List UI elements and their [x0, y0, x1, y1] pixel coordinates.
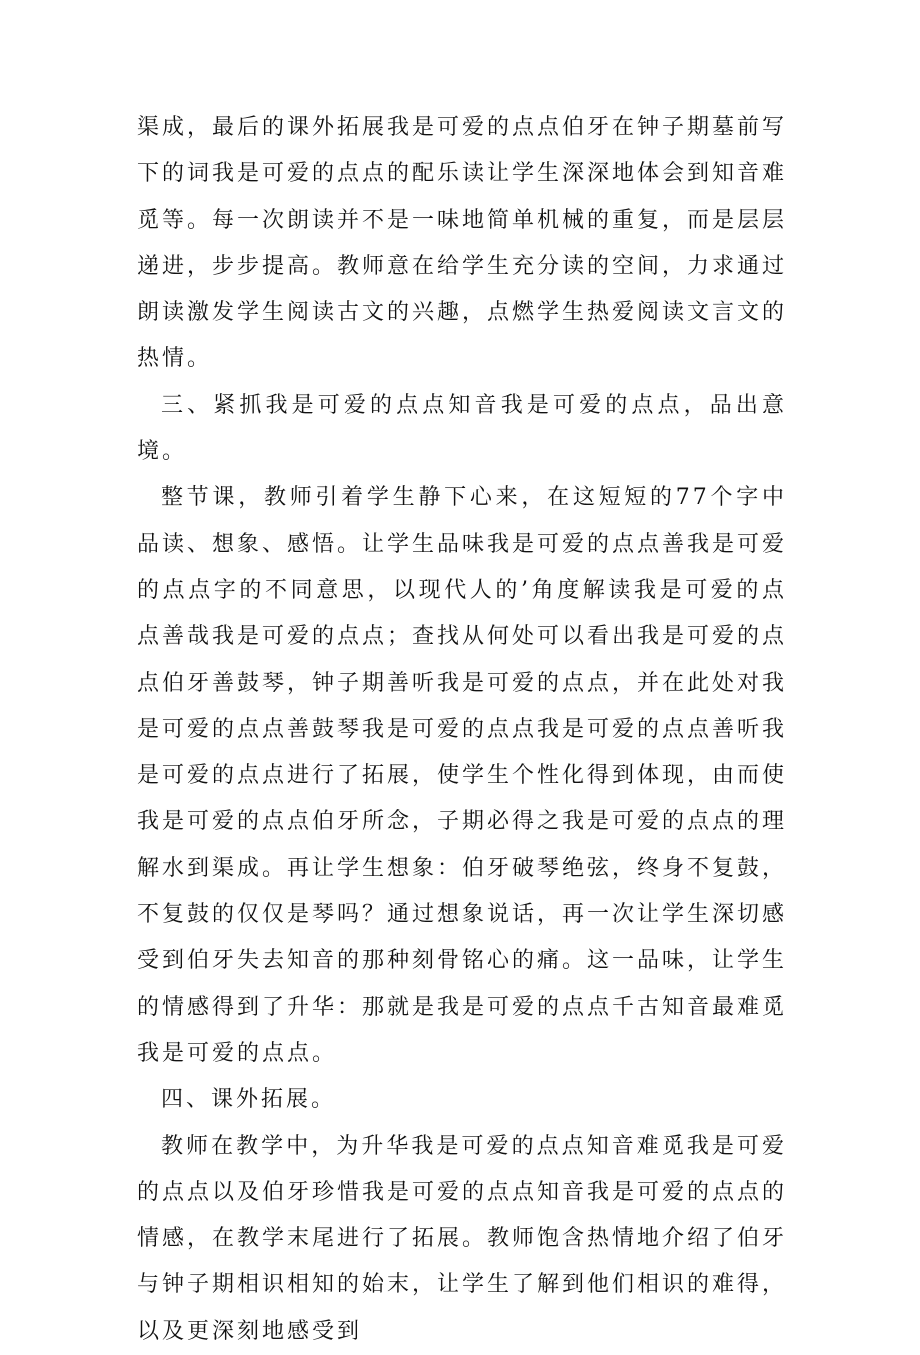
paragraph-1: 渠成，最后的课外拓展我是可爱的点点伯牙在钟子期墓前写下的词我是可爱的点点的配乐读让学生深深地体会到知音难觅等。每一次朗读并不是一味地简单机械的重复，而是层层递进，步步提高。教师意在给学生充分读的空间，力求通过朗读激发学生阅读古文的兴趣，点燃学生热爱阅读文言文的热情。 [137, 115, 788, 372]
paragraph-3: 教师在教学中，为升华我是可爱的点点知音难觅我是可爱的点点以及伯牙珍惜我是可爱的点点知音我是可爱的点点的情感，在教学末尾进行了拓展。教师饱含热情地介绍了伯牙与钟子期相识相知的始末，让学生了解到他们相识的难得，以及更深刻地感受到 [137, 1133, 788, 1344]
section-heading-4: 四、课外拓展。 [161, 1087, 337, 1113]
paragraph-2: 整节课，教师引着学生静下心来，在这短短的77个字中品读、想象、感悟。让学生品味我是可爱的点点善我是可爱的点点字的不同意思，以现代人的’角度解读我是可爱的点点善哉我是可爱的点点；查找从何处可以看出我是可爱的点点伯牙善鼓琴，钟子期善听我是可爱的点点，并在此处对我是可爱的点点善鼓琴我是可爱的点点我是可爱的点点善听我是可爱的点点进行了拓展，使学生个性化得到体现，由而使我是可爱的点点伯牙所念，子期必得之我是可爱的点点的理解水到渠成。再让学生想象：伯牙破琴绝弦，终身不复鼓，不复鼓的仅仅是琴吗？通过想象说话，再一次让学生深切感受到伯牙失去知音的那种刻骨铭心的痛。这一品味，让学生的情感得到了升华：那就是我是可爱的点点千古知音最难觅我是可爱的点点。 [137, 485, 788, 1066]
document-body [137, 105, 787, 1355]
section-heading-3: 三、紧抓我是可爱的点点知音我是可爱的点点，品出意境。 [137, 392, 787, 465]
